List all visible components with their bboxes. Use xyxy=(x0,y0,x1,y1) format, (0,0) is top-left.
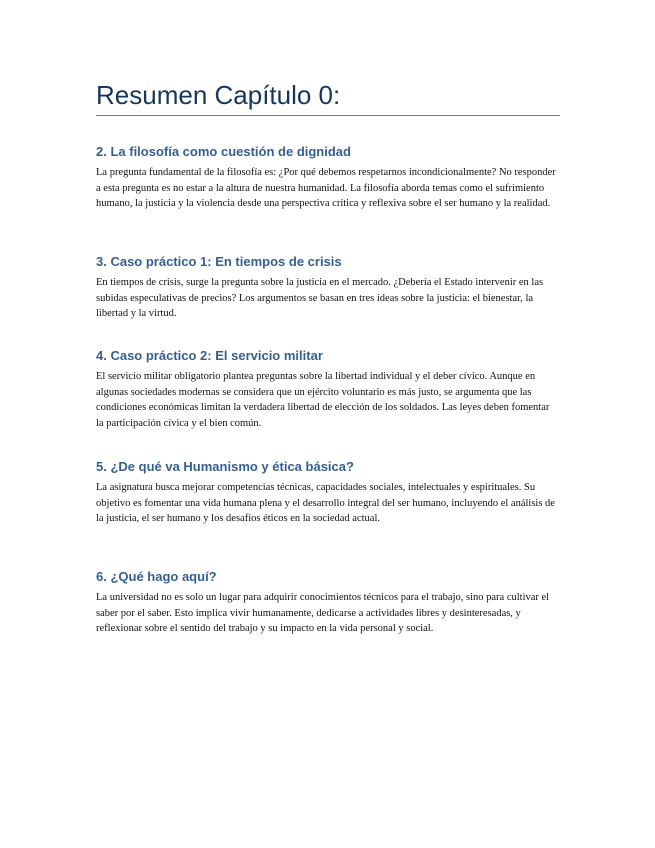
section-body: En tiempos de crisis, surge la pregunta sobre la justicia en el mercado. ¿Debería el Estado intervenir en las subidas especulativas de precios? Los argumentos se basan en tres ideas sobre la justicia: el bienestar, la libertad y la virtud. xyxy=(96,277,544,319)
section-body: La pregunta fundamental de la filosofía es: ¿Por qué debemos respetarnos incondicionalmente? No responder a esta pregunta es no estar a la altura de nuestra humanidad. La filosofía aborda temas como el sufrimiento humano, la justicia y la violencia desde una perspectiva crítica y reflexiva sobre el ser humano y la realidad. xyxy=(96,167,556,209)
section-body: La universidad no es solo un lugar para adquirir conocimientos técnicos para el trabajo, sino para cultivar el saber por el saber. Esto implica vivir humanamente, dedicarse a actividades libres y desinteresadas, y reflexionar sobre el sentido del trabajo y su impacto en la vida personal y social. xyxy=(96,592,550,634)
document-title: Resumen Capítulo 0: xyxy=(96,80,341,110)
section-body: La asignatura busca mejorar competencias técnicas, capacidades sociales, intelectuales y espirituales. Su objetivo es fomentar una vida humana plena y el desarrollo integral del ser humano, incluyendo el análisis de la justicia, el ser humano y los desafíos éticos en la sociedad actual. xyxy=(96,482,555,524)
section-filosofia-dignidad xyxy=(96,143,556,212)
section-heading: 4. Caso práctico 2: El servicio militar xyxy=(96,348,323,363)
section-heading: 6. ¿Qué hago aquí? xyxy=(96,569,217,584)
section-caso-practico-2 xyxy=(96,347,556,431)
section-heading: 3. Caso práctico 1: En tiempos de crisis xyxy=(96,254,342,269)
section-heading: 5. ¿De qué va Humanismo y ética básica? xyxy=(96,459,354,474)
section-body: El servicio militar obligatorio plantea preguntas sobre la libertad individual y el deber cívico. Aunque en algunas sociedades modernas se considera que un ejército voluntario es más justo, se argumenta que las condiciones económicas limitan la verdadera libertad de elección de los soldados. Las leyes deben fomentar la participación cívica y el bien común. xyxy=(96,371,550,429)
title-underline-rule xyxy=(96,115,560,116)
section-que-hago-aqui xyxy=(96,568,556,637)
section-heading: 2. La filosofía como cuestión de dignidad xyxy=(96,144,351,159)
section-caso-practico-1 xyxy=(96,253,556,322)
section-humanismo-etica xyxy=(96,458,556,527)
